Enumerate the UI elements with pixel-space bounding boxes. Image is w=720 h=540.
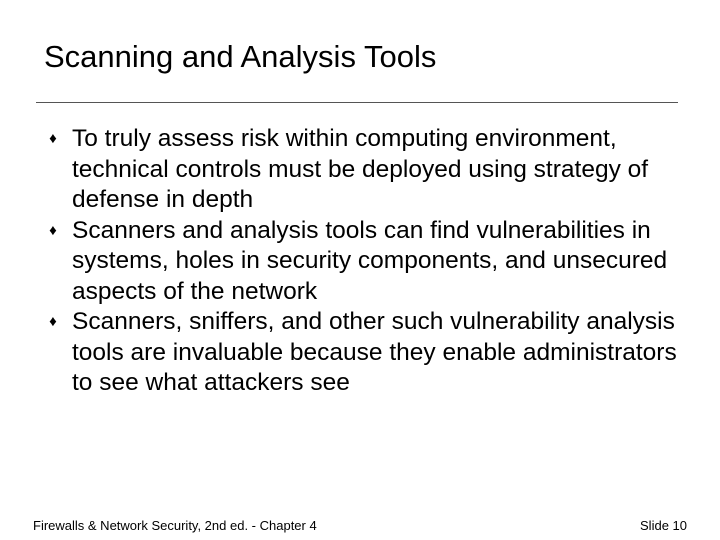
bullet-list (44, 124, 684, 399)
diamond-bullet-icon: ♦ (49, 313, 57, 330)
bullet-text: To truly assess risk within computing environment, technical controls must be deployed using strategy of defense in depth (72, 125, 649, 213)
diamond-bullet-icon: ♦ (49, 221, 57, 239)
bullet-text: Scanners, sniffers, and other such vulnerability analysis tools are invaluable because they enable administrators to see what attackers see (72, 308, 677, 396)
footer-source: Firewalls & Network Security, 2nd ed. - Chapter 4 (33, 518, 317, 533)
bullet-item (44, 307, 684, 399)
title-divider (36, 102, 678, 103)
bullet-item (44, 124, 684, 216)
bullet-text: Scanners and analysis tools can find vulnerabilities in systems, holes in security components, and unsecured aspects of the network (72, 216, 668, 305)
footer-slide-number: Slide 10 (640, 518, 687, 533)
diamond-bullet-icon: ♦ (49, 130, 57, 147)
slide-title: Scanning and Analysis Tools (44, 39, 437, 74)
bullet-item (44, 216, 684, 308)
